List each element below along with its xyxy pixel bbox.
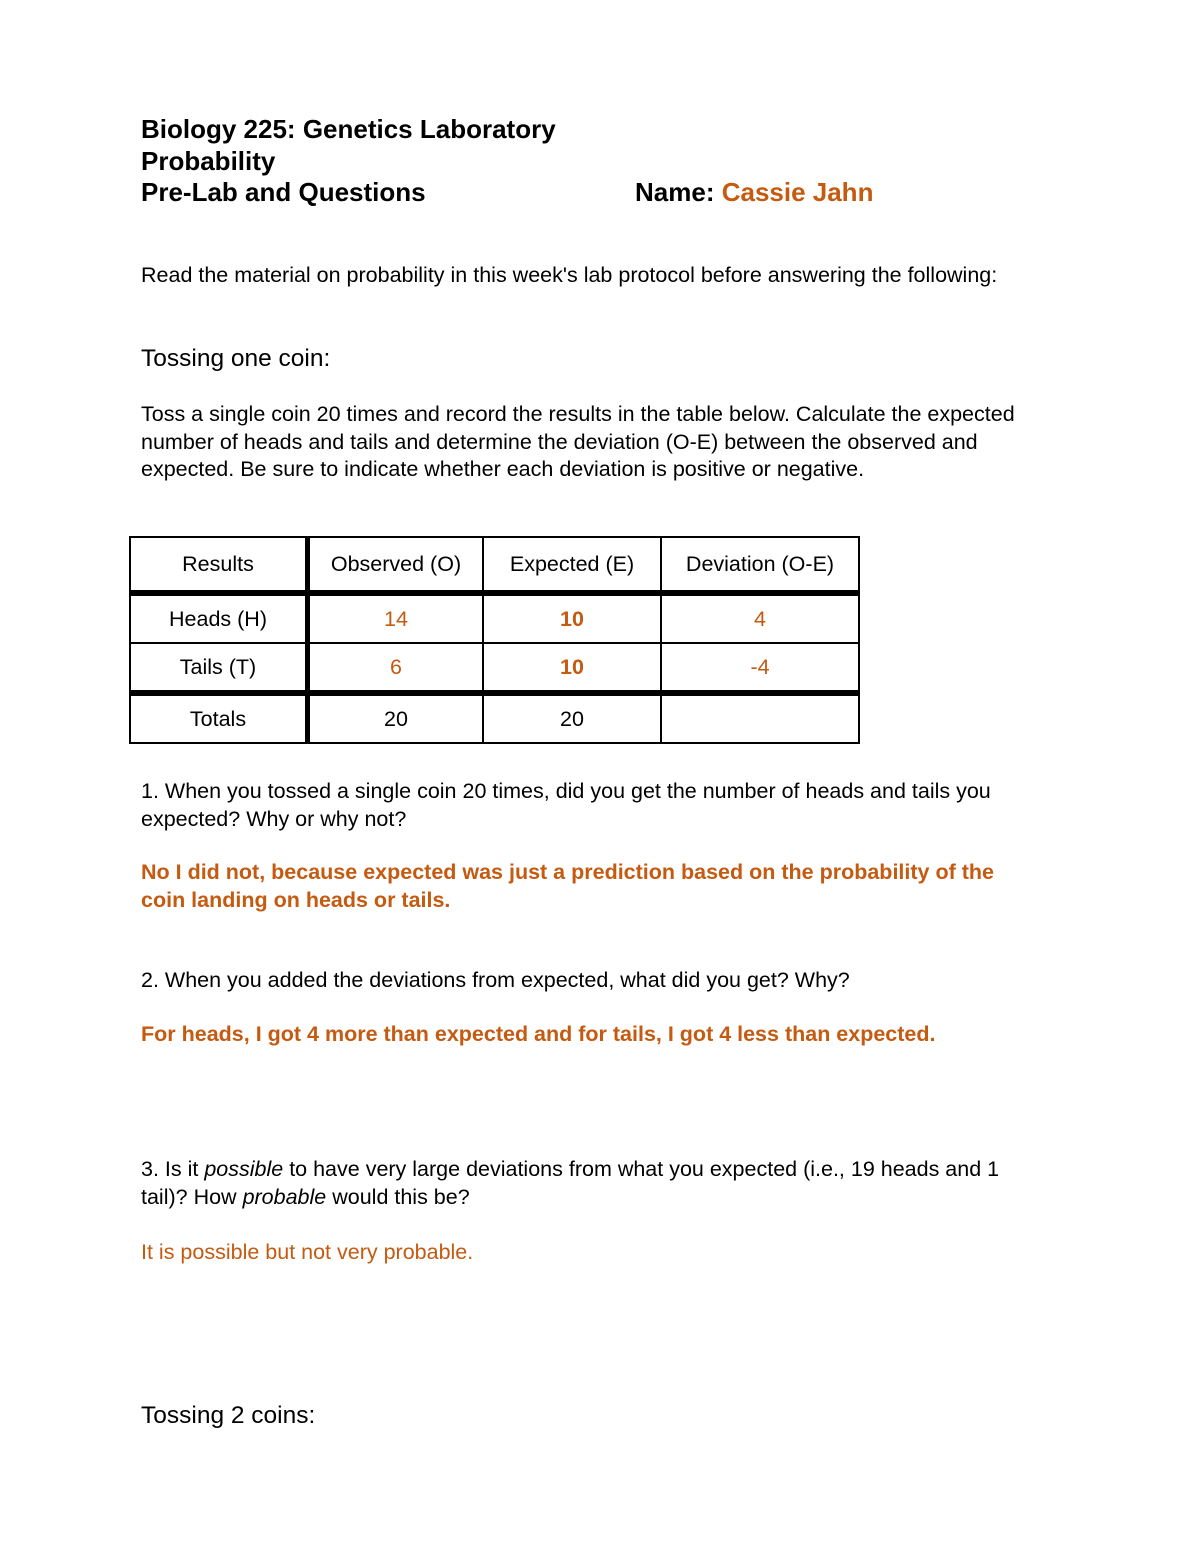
question-2: 2. When you added the deviations from expected, what did you get? Why? bbox=[141, 968, 850, 992]
results-table bbox=[129, 536, 860, 744]
observed-cell: 14 bbox=[308, 593, 484, 643]
row-label: Tails (T) bbox=[130, 643, 308, 693]
answer-3: It is possible but not very probable. bbox=[141, 1240, 474, 1264]
totals-observed: 20 bbox=[308, 693, 484, 743]
student-name: Cassie Jahn bbox=[721, 177, 874, 207]
answer-2: For heads, I got 4 more than expected and for tails, I got 4 less than expected. bbox=[141, 1022, 936, 1046]
instructions-text: Toss a single coin 20 times and record the results in the table below. Calculate the expected number of heads and tails and determine the deviation (O-E) between the observed and expected. Be sure to indicate whether each deviation is positive or negative. bbox=[141, 402, 1015, 481]
totals-label: Totals bbox=[130, 693, 308, 743]
answer-1: No I did not, because expected was just a prediction based on the probability of the coin landing on heads or tails. bbox=[141, 860, 994, 912]
topic-title: Probability bbox=[141, 146, 276, 176]
expected-cell: 10 bbox=[483, 593, 661, 643]
header-expected: Expected (E) bbox=[483, 537, 661, 593]
subtitle: Pre-Lab and Questions bbox=[141, 177, 426, 207]
name-label: Name: bbox=[635, 177, 722, 207]
question-1: 1. When you tossed a single coin 20 times, did you get the number of heads and tails you expected? Why or why not? bbox=[141, 779, 991, 831]
header-deviation: Deviation (O-E) bbox=[661, 537, 859, 593]
name-field bbox=[635, 176, 873, 208]
table-header-row bbox=[130, 537, 859, 593]
totals-deviation bbox=[661, 693, 859, 743]
header-observed: Observed (O) bbox=[308, 537, 484, 593]
table-row bbox=[130, 593, 859, 643]
course-title: Biology 225: Genetics Laboratory bbox=[141, 114, 556, 144]
question-3: 3. Is it possible to have very large deviations from what you expected (i.e., 19 heads and 1 tail)? How probable would this be? bbox=[141, 1157, 1000, 1209]
observed-cell: 6 bbox=[308, 643, 484, 693]
row-label: Heads (H) bbox=[130, 593, 308, 643]
deviation-cell: 4 bbox=[661, 593, 859, 643]
table-row bbox=[130, 643, 859, 693]
totals-expected: 20 bbox=[483, 693, 661, 743]
header-results: Results bbox=[130, 537, 308, 593]
deviation-cell: -4 bbox=[661, 643, 859, 693]
section-heading-two-coins: Tossing 2 coins: bbox=[141, 1402, 316, 1429]
totals-row bbox=[130, 693, 859, 743]
section-heading-one-coin: Tossing one coin: bbox=[141, 345, 331, 372]
expected-cell: 10 bbox=[483, 643, 661, 693]
intro-text: Read the material on probability in this week's lab protocol before answering the following: bbox=[141, 263, 998, 287]
